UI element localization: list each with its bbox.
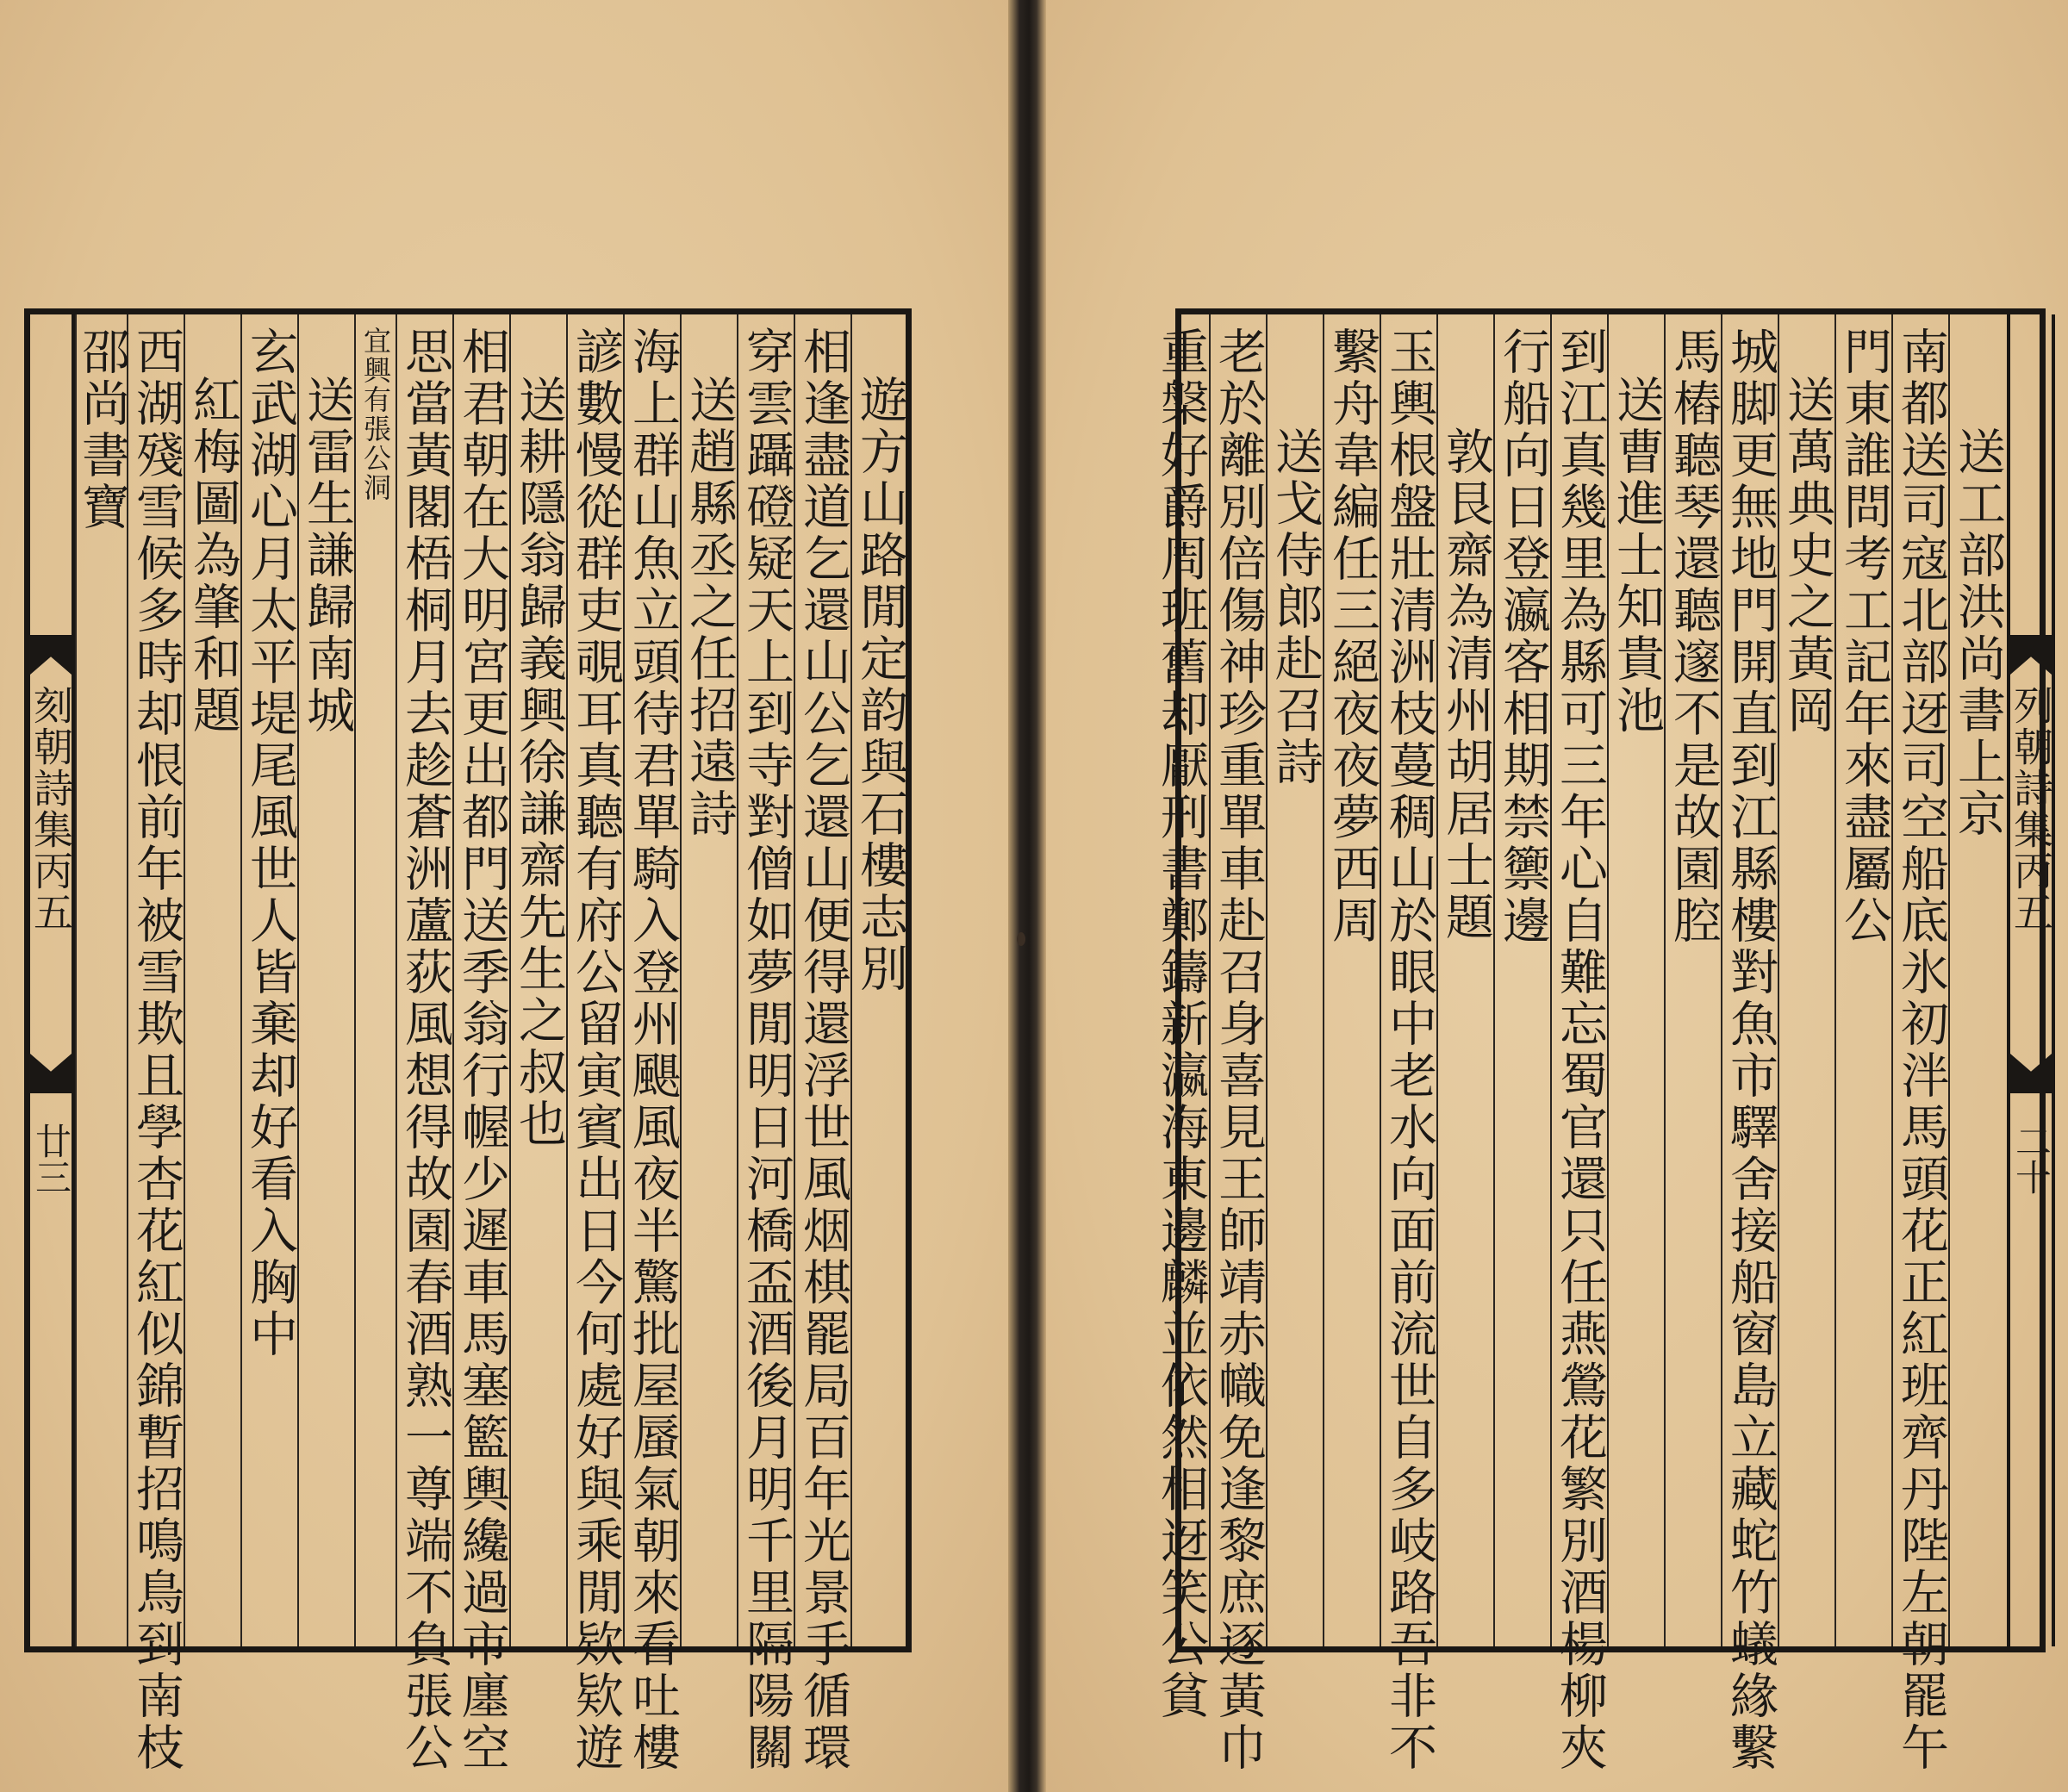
text-column [297,314,354,1646]
right-text-frame [1153,308,2054,1774]
left-banxin [27,314,75,1646]
banxin-title: 列朝詩集丙五 [2008,685,2054,933]
verse-line: 玉輿根盤壯清洲枝蔓稠山於眼中老水向面前流世自多岐路吾非不 [1381,327,1437,1774]
text-column [1266,314,1323,1646]
text-column [240,314,297,1646]
verse-line: 城脚更無地門開直到江縣樓對魚市驛舍接船窗島立藏蛇竹蟻緣繫 [1722,327,1778,1774]
verse-line: 門東誰問考工記年來盡屬公 [1836,327,1892,947]
text-column [623,314,681,1774]
right-banxin [2007,314,2055,1646]
verse-line: 思當黃閣梧桐月去趁蒼洲蘆荻風想得故園春酒熟一尊端不負張公 [397,327,453,1774]
verse-line: 西湖殘雪候多時却恨前年被雪欺且學杏花紅似錦暫招鳴鳥到南枝 [128,327,184,1774]
text-column [74,314,130,1646]
fish-tail-mark-lower [30,1054,72,1093]
poem-heading: 送雷生謙歸南城 [299,375,355,737]
verse-line: 老於離別倍傷神珍重單車赴召身喜見王師靖赤幟免逢黎庶逐黃巾 [1211,327,1267,1774]
text-column [1152,314,1209,1722]
text-column [1209,314,1267,1774]
poem-heading: 送曹進士知貴池 [1609,375,1665,737]
annotation-note: 宜興有張公洞 [359,327,392,502]
text-column [1550,314,1608,1774]
fish-tail-mark-upper [2010,635,2052,675]
banxin-folio: 二十 [2010,1123,2052,1195]
poem-heading: 送萬典史之黃岡 [1779,375,1835,737]
fish-tail-mark-upper [30,635,72,675]
verse-line: 馬樁聽琴還聽邃不是故園腔 [1666,327,1722,947]
poem-heading: 送耕隱翁歸義興徐謙齋先生之叔也 [511,375,567,1150]
verse-line: 相逢盡道乞還山公乞還山便得還浮世風烟棋罷局百年光景手循環 [795,327,851,1774]
text-column [1948,314,2005,1646]
poem-heading: 敦艮齋為清州胡居士題 [1438,426,1494,943]
verse-line: 穿雲躡磴疑天上到寺對僧如夢閒明日河橋盃酒後月明千里隔陽關 [738,327,794,1774]
text-column [1834,314,1891,1646]
text-column [1891,314,1949,1774]
text-column [509,314,566,1646]
verse-line: 行船向日登瀛客相期禁籞邊 [1495,327,1551,947]
text-column [1721,314,1778,1774]
text-column [1436,314,1493,1646]
text-column [127,314,184,1774]
text-column [1493,314,1550,1646]
fish-tail-mark-lower [2010,1054,2052,1093]
left-text-frame [24,308,912,1774]
text-column [566,314,624,1774]
book-gutter [1008,0,1046,1792]
text-column [354,314,396,1646]
poem-heading: 遊方山路閒定韵與石樓志別 [852,375,908,995]
text-column [1380,314,1437,1774]
verse-line: 玄武湖心月太平堤尾風世人皆棄却好看入胸中 [242,327,298,1360]
poem-heading: 送工部洪尚書上京 [1950,426,2006,840]
banxin-title: 刻朝詩集丙五 [28,685,74,933]
verse-line: 南都送司寇北部迓司空船底氷初泮馬頭花正紅班齊丹陛左朝罷午 [1893,327,1949,1774]
text-column [794,314,851,1774]
text-column [1607,314,1664,1646]
left-page [0,0,1008,1792]
text-column [850,314,907,1646]
author-heading: 邵尚書寶 [74,327,130,533]
poem-heading: 送趙縣丞之任招遠詩 [682,375,738,840]
text-column [452,314,510,1774]
text-column [680,314,737,1646]
verse-line: 諺數慢從群吏覗耳真聽有府公留寅賓出日今何處好與乘閒欵欵遊 [568,327,624,1774]
text-column [1323,314,1380,1646]
verse-line: 重槃好爵周班舊却厭刑書鄭鑄新瀛海東邊麟並依然相迓笑公貧 [1153,327,1209,1722]
poem-heading: 送戈侍郎赴召詩 [1268,426,1324,788]
text-column [737,314,794,1774]
text-column [1664,314,1721,1646]
verse-line: 到江真幾里為縣可三年心自難忘蜀官還只任燕鶯花繁別酒楊柳夾 [1552,327,1608,1774]
text-column [1778,314,1834,1646]
verse-line: 海上群山魚立頭待君單騎入登州颶風夜半驚批屋蜃氣朝來看吐樓 [625,327,681,1774]
poem-heading: 紅梅圖為肇和題 [185,375,241,737]
verse-line: 相君朝在大明宮更出都門送季翁行幄少遲車馬塞籃輿纔過市廛空 [454,327,510,1774]
verse-line: 繫舟韋編任三絕夜夜夢西周 [1324,327,1380,947]
right-page [1046,0,2068,1792]
binding-hole [1017,932,1025,946]
text-column [396,314,453,1774]
banxin-folio: 廿三 [30,1123,72,1195]
text-column [184,314,240,1646]
